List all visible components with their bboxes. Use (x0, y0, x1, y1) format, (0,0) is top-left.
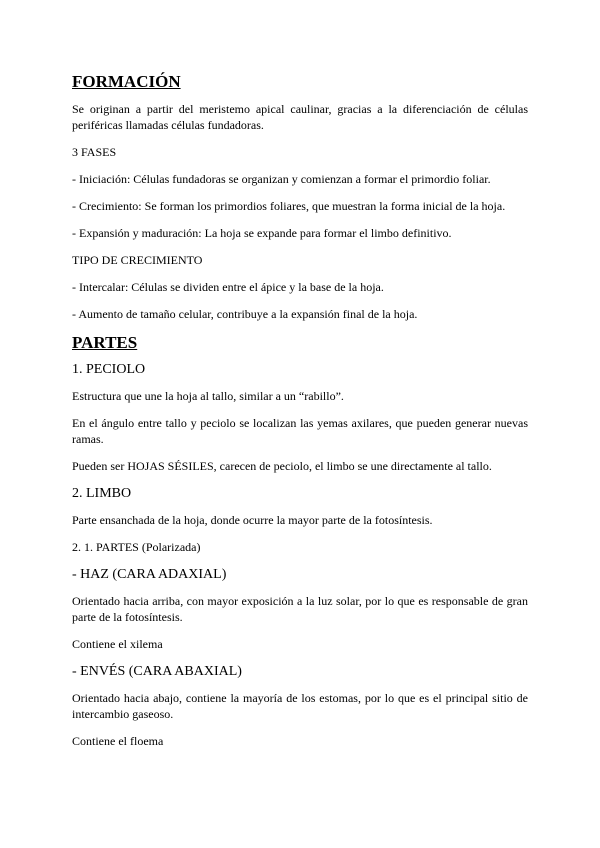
fase-item: - Iniciación: Células fundadoras se organizan y comienzan a formar el primordio foliar. (72, 172, 491, 186)
section-title-formacion: FORMACIÓN (72, 72, 181, 91)
limbo-paragraph: Parte ensanchada de la hoja, donde ocurre la mayor parte de la fotosíntesis. (72, 513, 433, 527)
tipo-item: - Aumento de tamaño celular, contribuye a la expansión final de la hoja. (72, 307, 418, 321)
enves-paragraph: Orientado hacia abajo, contiene la mayoría de los estomas, por lo que es el principal sitio de intercambio gaseoso. (72, 691, 528, 721)
haz-paragraph: Orientado hacia arriba, con mayor exposición a la luz solar, por lo que es responsable de gran parte de la fotosíntesis. (72, 594, 528, 624)
limbo-partes-heading: 2. 1. PARTES (Polarizada) (72, 540, 201, 554)
tipo-crecimiento-label: TIPO DE CRECIMIENTO (72, 253, 203, 267)
fase-item: - Expansión y maduración: La hoja se expande para formar el limbo definitivo. (72, 226, 452, 240)
tipo-item: - Intercalar: Células se dividen entre el ápice y la base de la hoja. (72, 280, 384, 294)
peciolo-paragraph: Pueden ser HOJAS SÉSILES, carecen de peciolo, el limbo se une directamente al tallo. (72, 459, 492, 473)
haz-heading: - HAZ (CARA ADAXIAL) (72, 567, 227, 582)
fase-item: - Crecimiento: Se forman los primordios foliares, que muestran la forma inicial de la hoja. (72, 199, 506, 213)
peciolo-heading: 1. PECIOLO (72, 362, 146, 377)
formacion-intro: Se originan a partir del meristemo apical caulinar, gracias a la diferenciación de células periféricas llamadas células fundadoras. (72, 102, 528, 132)
fases-label: 3 FASES (72, 145, 117, 159)
peciolo-paragraph: En el ángulo entre tallo y peciolo se localizan las yemas axilares, que pueden generar nuevas ramas. (72, 416, 528, 446)
limbo-heading: 2. LIMBO (72, 486, 132, 501)
document-page (72, 72, 528, 760)
enves-heading: - ENVÉS (CARA ABAXIAL) (72, 664, 242, 679)
enves-contains: Contiene el floema (72, 734, 164, 748)
haz-contains: Contiene el xilema (72, 637, 163, 651)
peciolo-paragraph: Estructura que une la hoja al tallo, similar a un “rabillo”. (72, 389, 344, 403)
section-title-partes: PARTES (72, 333, 138, 352)
